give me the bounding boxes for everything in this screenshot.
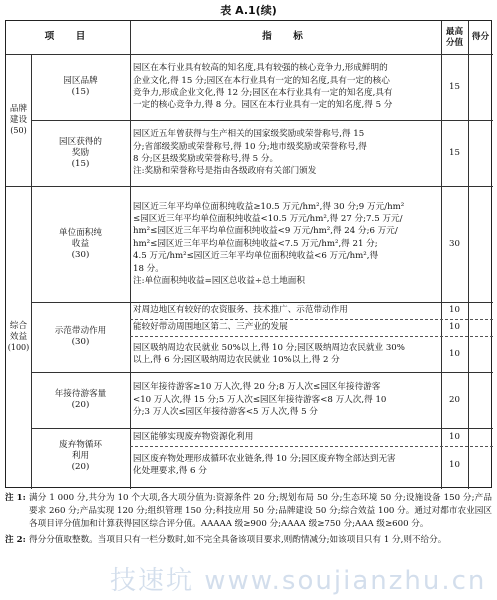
- group-total: (50): [10, 125, 27, 135]
- sub-item-score: (30): [71, 249, 90, 260]
- header-item: 项 目: [44, 31, 92, 43]
- indicator-line: 园区近三年平均单位面积纯收益≥10.5 万元/hm²,得 30 分;9 万元/hm²: [133, 201, 405, 212]
- sub-item-label: 园区品牌: [63, 76, 98, 86]
- sub-item-label: 示范带动作用: [54, 326, 107, 336]
- table-caption: 表 A.1(续): [220, 4, 277, 17]
- indicator-line: 对周边地区有较好的农资服务、技术推广、示范带动作用: [133, 305, 348, 316]
- group-name: [6, 186, 31, 489]
- score-blank[interactable]: [468, 54, 493, 120]
- note-text: 得分分值取整数。当项目只有一栏分数时,如不完全具备该项目要求,则酌情减分;如该项目只有 1 分,则不给分。: [29, 535, 447, 545]
- table-notes: [5, 490, 492, 556]
- indicator-line: 企业文化,得 15 分;园区在本行业具有一定的知名度,具有一定的核心: [133, 75, 390, 86]
- sub-item-label: 废弃物循环利用: [59, 439, 102, 461]
- header-indicator: 指 标: [262, 31, 309, 43]
- indicator-line: 园区吸纳周边农民就业 50%以上,得 10 分;园区吸纳周边农民就业 30%: [133, 342, 405, 353]
- indicator-line: 园区能够实现废弃物资源化利用: [133, 431, 254, 442]
- group-name: [6, 54, 31, 186]
- indicator-line: 18 分。: [133, 263, 164, 274]
- score-blank[interactable]: [468, 120, 493, 186]
- max-score-value: 15: [449, 147, 460, 158]
- header-score: 得分: [471, 32, 490, 42]
- sub-item-label: 年接待游客量: [54, 389, 107, 399]
- max-score-value: 15: [449, 81, 460, 92]
- indicator-line: hm²≤园区近三年平均单位面积纯收益<7.5 万元/hm²,得 21 分;: [133, 238, 378, 249]
- indicator-line: 化处理要求,得 6 分: [133, 466, 207, 476]
- score-blank[interactable]: [468, 446, 493, 484]
- watermark: 技速坑 www.soujianzhu.cn: [110, 566, 487, 596]
- max-score-value: 10: [449, 322, 460, 332]
- indicator-text: [130, 319, 441, 336]
- indicator-line: 注:奖励和荣誉称号是指由各级政府有关部门颁发: [133, 166, 317, 177]
- note-item: [5, 534, 492, 547]
- indicator-line: 园区近五年曾获得与生产相关的国家级奖励或荣誉称号,得 15: [133, 129, 365, 140]
- indicator-line: 园区年接待游客≥10 万人次,得 20 分;8 万人次≤园区年接待游客: [133, 382, 381, 393]
- indicator-text: [130, 428, 441, 446]
- indicator-line: 一定的核心竞争力,得 8 分。园区在本行业具有一定的知名度,得 5 分: [133, 100, 393, 111]
- indicator-line: 分;3 万人次≤园区年接待游客<5 万人次,得 5 分: [133, 407, 318, 418]
- sub-item-name: [31, 54, 130, 120]
- max-score-value: 10: [449, 305, 460, 315]
- indicator-line: hm²≤园区近三年平均单位面积纯收益<9 万元/hm²,得 24 分;6 万元/: [133, 226, 398, 237]
- sub-item-score: (20): [71, 461, 90, 472]
- sub-item-name: [31, 372, 130, 428]
- max-score-value: 10: [449, 348, 460, 359]
- sub-item-name: [31, 186, 130, 302]
- score-blank[interactable]: [468, 302, 493, 319]
- score-blank[interactable]: [468, 372, 493, 428]
- header-max-score: 最高分值: [445, 26, 464, 48]
- sub-item-label: 园区获得的奖励: [59, 136, 102, 158]
- max-score-value: 30: [449, 238, 460, 249]
- indicator-text: [130, 54, 441, 120]
- score-blank[interactable]: [468, 186, 493, 302]
- indicator-line: 以上,得 6 分;园区吸纳周边农民就业 10%以上,得 2 分: [133, 355, 340, 365]
- score-blank[interactable]: [468, 336, 493, 372]
- sub-item-name: [31, 428, 130, 484]
- indicator-line: ≤园区近三年平均单位面积纯收益<10.5 万元/hm²,得 27 分;7.5 万元/: [133, 213, 403, 224]
- group-label: 综合效益: [9, 321, 28, 343]
- group-total: (100): [7, 343, 30, 353]
- sub-item-score: (20): [71, 400, 90, 410]
- indicator-line: 注:单位面积纯收益=园区总收益÷总土地面积: [133, 276, 305, 287]
- indicator-text: [130, 302, 441, 319]
- sub-item-score: (15): [71, 87, 90, 97]
- indicator-text: [130, 446, 441, 484]
- indicator-line: 8 分;区县级奖励或荣誉称号,得 5 分。: [133, 154, 279, 164]
- indicator-line: 分;省部级奖励或荣誉称号,得 10 分;地市级奖励或荣誉称号,得: [133, 141, 367, 152]
- score-blank[interactable]: [468, 319, 493, 336]
- indicator-text: [130, 336, 441, 372]
- note-item: [5, 492, 492, 531]
- indicator-line: 园区在本行业具有较高的知名度,具有较强的核心竞争力,形成鲜明的: [133, 63, 388, 74]
- score-blank[interactable]: [468, 428, 493, 446]
- indicator-line: <10 万人次,得 15 分;5 万人次≤园区年接待游客<8 万人次,得 10: [133, 394, 387, 405]
- note-label: 注 1:: [5, 493, 26, 503]
- max-score-value: 10: [449, 459, 460, 470]
- group-label: 品牌建设: [9, 103, 28, 125]
- indicator-text: [130, 186, 441, 302]
- indicator-text: [130, 120, 441, 186]
- note-label: 注 2:: [5, 535, 26, 545]
- sub-item-score: (15): [71, 158, 90, 169]
- sub-item-name: [31, 302, 130, 372]
- indicator-line: 能较好带动周围地区第二、三产业的发展: [133, 322, 288, 333]
- note-text: 满分 1 000 分,共分为 10 个大项,各大项分值为:资源条件 20 分;规划布局 50 分;生态环境 50 分;设施设备 150 分;产品要求 260 分;产品实现 120 分;组织管理 150 分;科技应用 50 分;品牌建设 50 分;综合效益 100 分。通过对都市农业园区各项目评分值加和计算获得园区综合评分值。AAAAA 级≥900 分;AAAA 级≥750 分;AAA 级≥600 分。: [29, 493, 492, 529]
- sub-item-score: (30): [71, 337, 90, 347]
- max-score-value: 20: [449, 394, 460, 405]
- max-score-value: 10: [449, 431, 460, 442]
- indicator-line: 4.5 万元/hm²≤园区近三年平均单位面积纯收益<6 万元/hm²,得: [133, 251, 379, 262]
- indicator-line: 园区废弃物处理形成循环农业链条,得 10 分;园区废弃物全部达到无害: [133, 453, 396, 464]
- evaluation-table: [5, 20, 492, 488]
- indicator-text: [130, 372, 441, 428]
- sub-item-label: 单位面积纯收益: [59, 227, 102, 249]
- sub-item-name: [31, 120, 130, 186]
- indicator-line: 竞争力,形成企业文化,得 12 分;园区在本行业具有一定的知名度,具有: [133, 88, 393, 98]
